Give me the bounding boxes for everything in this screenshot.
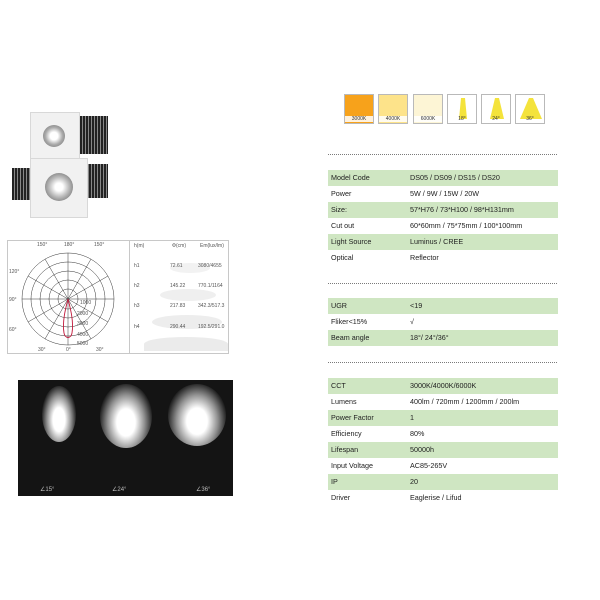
swatch-3000k [344,94,374,124]
beam-glow [100,384,152,448]
spec-value: 50000h [410,445,434,454]
polar-ring: 1000 [80,300,92,306]
table-cell: h2 [134,283,140,289]
table-cell: 145.22 [170,283,186,289]
spec-row [328,394,558,410]
spec-key: Power Factor [331,413,374,422]
table-cell: h3 [134,303,140,309]
beam-label: 24° [492,116,500,122]
spec-value: <19 [410,301,423,310]
beam-36-icon [515,94,545,124]
spec-row [328,234,558,250]
spec-key: Model Code [331,173,370,182]
polar-angle: 120° [9,269,20,275]
beam-24-icon [481,94,511,124]
spec-row [328,474,558,490]
polar-ring: 2000 [77,311,89,317]
spec-key: Light Source [331,237,372,246]
spec-value: 5W / 9W / 15W / 20W [410,189,480,198]
swatch-label: 3000K [345,116,373,122]
beam-photo-label: ∠24° [112,487,127,493]
spec-value: Eaglerise / Lifud [410,493,462,502]
spec-value: 18°/ 24°/36° [410,333,449,342]
table-header: h(m) [134,243,145,249]
spec-row [328,458,558,474]
polar-angle: 150° [37,242,48,248]
spec-value: AC85-265V [410,461,448,470]
illuminance-table [129,241,230,353]
swatch-4000k [378,94,408,124]
fixture-lower [30,158,88,218]
spec-key: IP [331,477,338,486]
polar-ring: 5000 [77,341,89,347]
divider [328,154,557,155]
spec-value: 20 [410,477,418,486]
beam-glow [168,384,226,446]
spec-value: Reflector [410,253,439,262]
spec-table-optical [328,298,558,346]
spec-row [328,314,558,330]
spec-value: 3000K/4000K/6000K [410,381,477,390]
spec-table-electrical [328,378,558,506]
spec-key: Power [331,189,352,198]
polar-angle: 60° [9,327,17,333]
photometric-panel [7,240,229,354]
polar-angle: 0° [66,347,71,353]
table-cell: 290.44 [170,324,186,330]
divider [328,362,557,363]
spec-row [328,410,558,426]
spec-value: 60*60mm / 75*75mm / 100*100mm [410,221,523,230]
table-cell: 3080/4655 [198,263,222,269]
spec-row [328,202,558,218]
spec-key: Size: [331,205,347,214]
spec-value: 1 [410,413,414,422]
table-cell: h1 [134,263,140,269]
polar-angle: 180° [64,242,75,248]
spec-value: √ [410,317,414,326]
spec-key: Input Voltage [331,461,373,470]
spec-row [328,442,558,458]
spec-row [328,426,558,442]
polar-ring: 3000 [77,321,89,327]
spec-key: Optical [331,253,354,262]
spec-key: Beam angle [331,333,370,342]
spec-row [328,330,558,346]
heatsink-left-lower [12,168,32,200]
spec-key: Lifespan [331,445,359,454]
spec-value: Luminus / CREE [410,237,464,246]
spec-key: UGR [331,301,347,310]
table-cell: 770.1/1164 [198,283,223,289]
spec-value: 57*H76 / 73*H100 / 98*H131mm [410,205,514,214]
spec-key: Efficiency [331,429,362,438]
table-cell: 192.5/291.0 [198,324,225,330]
table-cell: 72.61 [170,263,183,269]
beam-angle-photo [18,380,233,496]
polar-angle: 150° [94,242,105,248]
spec-key: Fliker<15% [331,317,368,326]
spec-row [328,186,558,202]
table-header: Em(lux/lm) [200,243,224,249]
fixture-upper [30,112,80,160]
spec-row [328,378,558,394]
spec-value: DS05 / DS09 / DS15 / DS20 [410,173,500,182]
beam-glow [42,386,76,442]
polar-diagram [8,241,128,353]
heatsink-right [86,164,108,198]
polar-angle: 30° [96,347,104,353]
spec-key: CCT [331,381,346,390]
table-cell: 342.3/517.3 [198,303,225,309]
beam-label: 18° [458,116,466,122]
spec-key: Driver [331,493,351,502]
swatch-label: 4000K [379,116,407,122]
swatch-6000k [413,94,443,124]
spec-value: 400lm / 720mm / 1200mm / 200lm [410,397,520,406]
table-header: Φ(cm) [172,243,186,249]
spec-key: Cut out [331,221,355,230]
beam-18-icon [447,94,477,124]
beam-photo-label: ∠36° [196,487,211,493]
beam-photo-label: ∠15° [40,487,55,493]
polar-ring: 4000 [77,332,89,338]
spec-row [328,250,558,266]
table-cell: 217.83 [170,303,186,309]
spec-row [328,490,558,506]
spec-row [328,298,558,314]
product-image [8,104,110,224]
polar-angle: 90° [9,297,17,303]
spec-row [328,218,558,234]
beam-label: 36° [526,116,534,122]
swatch-label: 6000K [414,116,442,122]
polar-angle: 30° [38,347,46,353]
spec-key: Lumens [331,397,357,406]
divider [328,283,557,284]
spec-row [328,170,558,186]
spec-table-general [328,170,558,266]
table-cell: h4 [134,324,140,330]
spec-value: 80% [410,429,425,438]
